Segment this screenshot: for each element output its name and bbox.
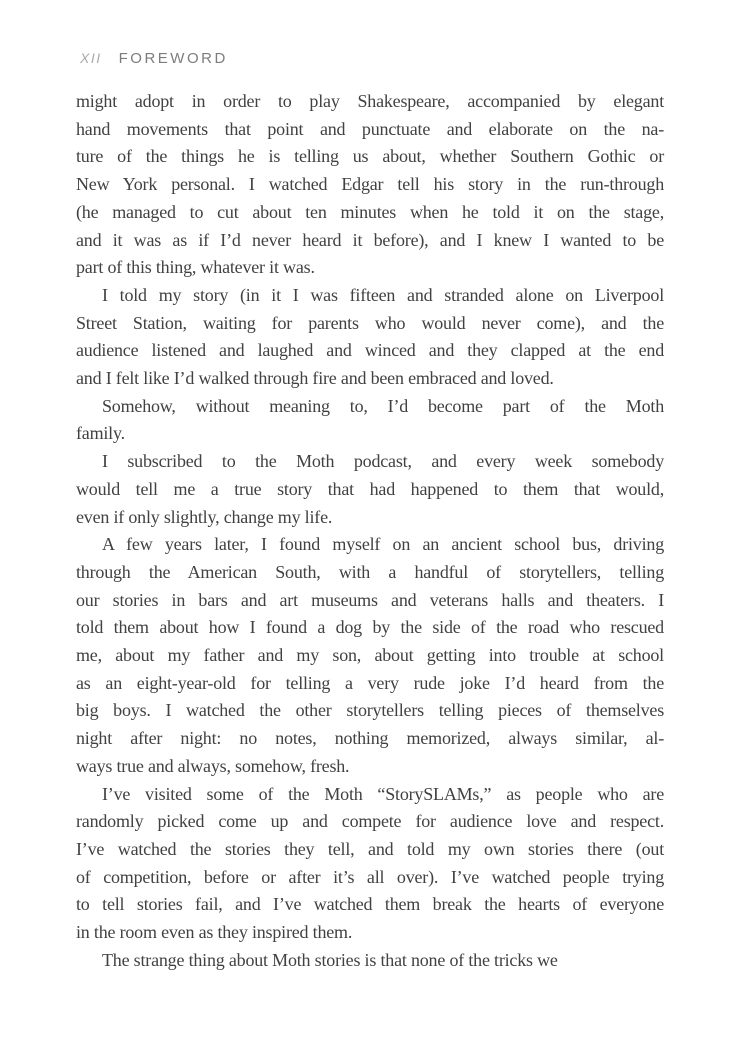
text-line: of competition, before or after it’s all over). I’ve watched people trying (76, 866, 664, 887)
text-line: even if only slightly, change my life. (76, 506, 333, 527)
text-line: Somehow, without meaning to, I’d become part of the Moth (102, 395, 664, 416)
text-line: audience listened and laughed and winced and they clapped at the end (76, 340, 664, 361)
text-line: Street Station, waiting for parents who would never come), and the (76, 312, 664, 333)
section-title: FOREWORD (118, 50, 228, 67)
text-line: (he managed to cut about ten minutes when he told it on the stage, (76, 201, 664, 222)
paragraph (76, 531, 664, 780)
paragraph (76, 781, 664, 947)
text-line: I subscribed to the Moth podcast, and every week somebody (102, 451, 664, 472)
text-line: might adopt in order to play Shakespeare, accompanied by elegant (76, 91, 664, 111)
text-line: our stories in bars and art museums and veterans halls and theaters. I (76, 589, 664, 610)
text-line: I’ve visited some of the Moth “StorySLAMs,” as people who are (102, 783, 664, 804)
text-line: to tell stories fail, and I’ve watched them break the hearts of everyone (76, 894, 664, 915)
text-line: as an eight-year-old for telling a very rude joke I’d heard from the (76, 672, 664, 693)
text-line: through the American South, with a handful of storytellers, telling (76, 561, 664, 582)
text-line: part of this thing, whatever it was. (76, 257, 315, 278)
text-line: ways true and always, somehow, fresh. (76, 755, 350, 776)
text-line: I told my story (in it I was fifteen and stranded alone on Liverpool (102, 284, 664, 305)
text-line: night after night: no notes, nothing memorized, always similar, al- (76, 728, 664, 749)
text-line: New York personal. I watched Edgar tell his story in the run-through (76, 174, 664, 195)
text-line: and I felt like I’d walked through fire and been embraced and loved. (76, 368, 554, 389)
text-line: would tell me a true story that had happened to them that would, (76, 478, 664, 499)
paragraph (76, 448, 664, 531)
paragraph (76, 282, 664, 393)
text-line: family. (76, 423, 125, 444)
text-line: I’ve watched the stories they tell, and told my own stories there (out (76, 838, 664, 859)
text-line: and it was as if I’d never heard it before), and I knew I wanted to be (76, 229, 664, 250)
text-line: A few years later, I found myself on an ancient school bus, driving (102, 534, 664, 555)
paragraph (76, 947, 664, 975)
running-header (80, 50, 228, 67)
text-line: me, about my father and my son, about getting into trouble at school (76, 645, 664, 666)
page-number: XII (80, 50, 102, 66)
text-line: in the room even as they inspired them. (76, 922, 353, 943)
text-line: big boys. I watched the other storytellers telling pieces of themselves (76, 700, 664, 721)
text-line: told them about how I found a dog by the side of the road who rescued (76, 617, 664, 638)
text-line: The strange thing about Moth stories is that none of the tricks we (102, 949, 558, 970)
text-line: hand movements that point and punctuate and elaborate on the na- (76, 118, 664, 139)
text-line: randomly picked come up and compete for audience love and respect. (76, 811, 664, 832)
paragraph (76, 88, 664, 282)
text-line: ture of the things he is telling us about, whether Southern Gothic or (76, 146, 664, 167)
text-block (76, 88, 664, 975)
paragraph (76, 393, 664, 448)
